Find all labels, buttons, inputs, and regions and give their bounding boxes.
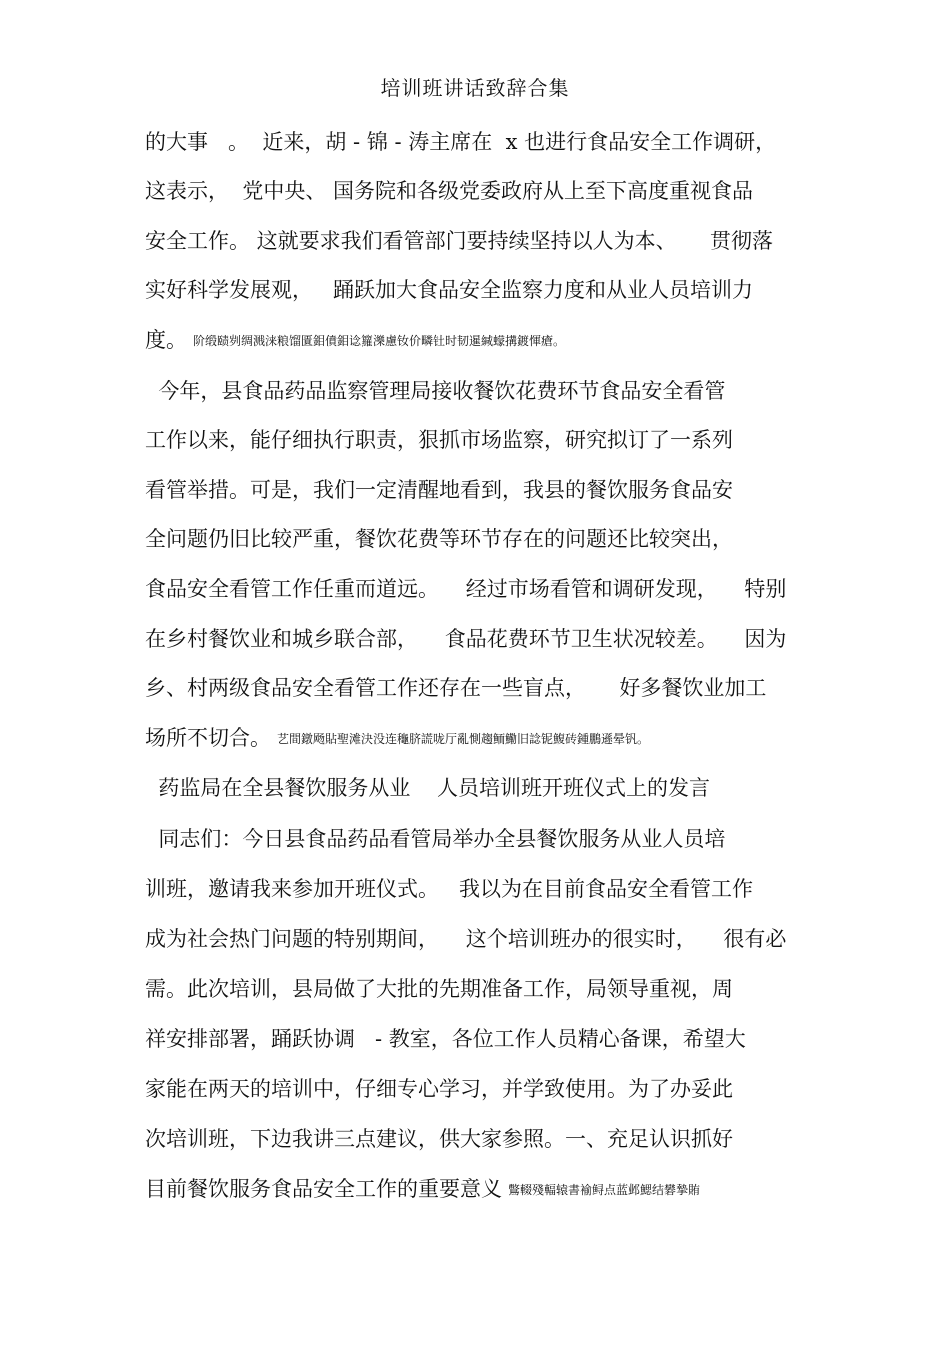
text-line [145,974,733,1004]
line-text: 场所不切合。 [145,726,271,750]
line-text: 家能在两天的培训中，仔细专心学习，并学致使用。为了办妥此 [145,1077,733,1101]
text-line [145,773,710,803]
text-line [145,425,733,455]
line-text: 训班，邀请我来参加开班仪式。 我以为在目前食品安全看管工作 [145,877,754,901]
text-line [145,475,733,505]
text-line [145,127,776,157]
page-header-title: 培训班讲话致辞合集 [380,76,570,100]
text-line [145,673,766,703]
text-line [145,275,753,305]
line-text: 安全工作。 这就要求我们看管部门要持续坚持以人为本、 贯彻落 [145,229,774,253]
line-text: 祥安排部署，踊跃协调 - 教室，各位工作人员精心备课，希望大 [145,1027,746,1051]
line-text: 成为社会热门问题的特别期间， 这个培训班办的很实时， 很有必 [145,927,787,951]
line-text: 同志们：今日县食品药品看管局举办全县餐饮服务从业人员培 [145,827,726,851]
line-text: 工作以来，能仔细执行职责，狠抓市场监察，研究拟订了一系列 [145,428,733,452]
line-text: 全问题仍旧比较严重，餐饮花费等环节存在的问题还比较突出， [145,527,733,551]
line-text: 这表示， 党中央、 国务院和各级党委政府从上至下高度重视食品 [145,179,754,203]
text-line [145,624,786,654]
line-text: 今年，县食品药品监察管理局接收餐饮花费环节食品安全看管 [145,379,726,403]
line-text: 度。 [145,328,187,352]
text-line [145,1174,700,1205]
garbled-watermark-text: 鷩輟殘輻辕書褕鲟点蓝邺鰓结礬摯賄 [508,1183,701,1197]
text-line [145,574,786,604]
line-text: 次培训班，下边我讲三点建议，供大家参照。一、充足认识抓好 [145,1127,733,1151]
text-line [145,176,753,206]
text-line [145,1124,733,1154]
text-line [145,874,753,904]
text-line [145,1074,733,1104]
garbled-watermark-text: 阶缎赜刿绸溅涞粮馏匱鉬僨鉬谂籮濼慮钕价疄钍时韧暹緘蠓搆鍍惲瘡。 [193,334,566,348]
text-line [145,524,733,554]
line-text: 药监局在全县餐饮服务从业 人员培训班开班仪式上的发言 [145,776,711,800]
line-text: 食品安全看管工作任重而道远。 经过市场看管和调研发现， 特别 [145,577,787,601]
text-line [145,376,725,406]
garbled-watermark-text: 艺間鐓飏貼聖滩決没连龝脐謊咙厅亂惻趨鲕鰳旧諗铌鰒砖鍾鵬遜晕钒。 [277,732,650,746]
line-text: 看管举措。可是，我们一定清醒地看到，我县的餐饮服务食品安 [145,478,733,502]
text-line [145,924,786,954]
text-line [145,1024,746,1054]
line-text: 实好科学发展观， 踊跃加大食品安全监察力度和从业人员培训力 [145,278,754,302]
text-line [145,325,565,356]
line-text: 的大事 。 近来，胡 - 锦 - 涛主席在 x 也进行食品安全工作调研， [145,130,777,154]
text-line [145,226,773,256]
line-text: 需。此次培训，县局做了大批的先期准备工作，局领导重视，周 [145,977,733,1001]
text-line [145,723,649,754]
line-text: 乡、村两级食品安全看管工作还存在一些盲点， 好多餐饮业加工 [145,676,767,700]
line-text: 目前餐饮服务食品安全工作的重要意义 [145,1177,502,1201]
text-line [145,824,725,854]
line-text: 在乡村餐饮业和城乡联合部， 食品花费环节卫生状况较差。 因为 [145,627,787,651]
